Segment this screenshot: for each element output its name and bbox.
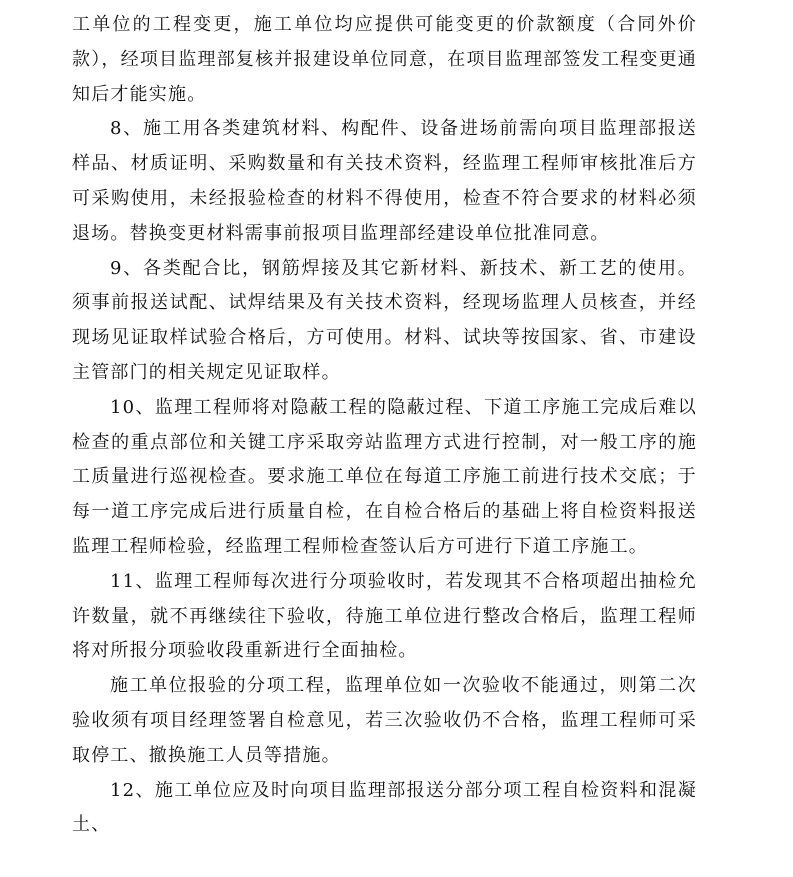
paragraph-item-8: 8、施工用各类建筑材料、构配件、设备进场前需向项目监理部报送样品、材质证明、采购数量和有关技术资料，经监理工程师审核批准后方可采购使用，未经报验检查的材料不得使用，检查不符合要求的材料必须退场。替换变更材料需事前报项目监理部经建设单位批准同意。 bbox=[72, 118, 697, 244]
paragraph-item-10: 10、监理工程师将对隐蔽工程的隐蔽过程、下道工序施工完成后难以检查的重点部位和关键工序采取旁站监理方式进行控制，对一般工序的施工质量进行巡视检查。要求施工单位在每道工序施工前进行技术交底；于每一道工序完成后进行质量自检，在自检合格后的基础上将自检资料报送监理工程师检验，经监理工程师检查签认后方可进行下道工序施工。 bbox=[72, 396, 697, 557]
paragraph-item-11: 11、监理工程师每次进行分项验收时，若发现其不合格项超出抽检允许数量，就不再继续往下验收，待施工单位进行整改合格后，监理工程师将对所报分项验收段重新进行全面抽检。 bbox=[72, 570, 697, 662]
paragraph-subsection-note: 施工单位报验的分项工程，监理单位如一次验收不能通过，则第二次验收须有项目经理签署自检意见，若三次验收仍不合格，监理工程师可采取停工、撤换施工人员等措施。 bbox=[72, 675, 697, 766]
paragraph-continuation: 工单位的工程变更，施工单位均应提供可能变更的价款额度（合同外价款），经项目监理部复核并报建设单位同意，在项目监理部签发工程变更通知后才能实施。 bbox=[72, 14, 697, 105]
paragraph-item-12: 12、施工单位应及时向项目监理部报送分部分项工程自检资料和混凝土、 bbox=[72, 779, 697, 836]
document-body bbox=[72, 8, 697, 843]
paragraph-item-9: 9、各类配合比，钢筋焊接及其它新材料、新技术、新工艺的使用。须事前报送试配、试焊结果及有关技术资料，经现场监理人员核查，并经现场见证取样试验合格后，方可使用。材料、试块等按国家、省、市建设主管部门的相关规定见证取样。 bbox=[72, 257, 697, 383]
